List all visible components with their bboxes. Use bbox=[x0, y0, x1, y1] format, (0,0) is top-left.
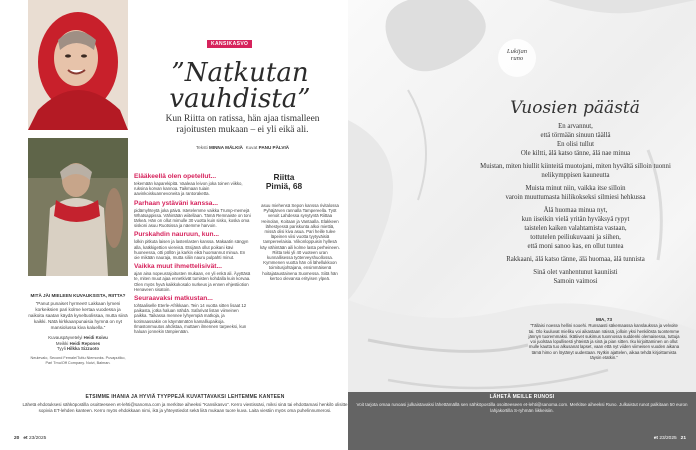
credit-2-label: Meikki bbox=[55, 340, 69, 346]
quote-heading: MITÄ JÄI MIELEEN KUVAUKSISTA, RIITTA? bbox=[30, 293, 126, 298]
poem-line: että törmään sinuun täällä bbox=[540, 132, 611, 139]
portrait-photo-red-hood bbox=[28, 0, 128, 130]
folio-left bbox=[14, 436, 46, 441]
right-page bbox=[348, 0, 696, 450]
credit-2-name: Heidi Repones bbox=[69, 340, 101, 346]
portrait-photo-red-hood-illustration bbox=[28, 0, 128, 130]
page-number-right: 21 bbox=[680, 436, 686, 441]
issue-number-left: 23/2025 bbox=[28, 436, 47, 441]
poet-name: MIA, 73 bbox=[595, 317, 613, 322]
poem-call-heading: LÄHETÄ MEILLE RUNOSI bbox=[489, 394, 555, 400]
section-heading-3: Purskahdin nauruun, kun... bbox=[134, 231, 219, 239]
poem-line: varoin muuttumasta hiilikokseksi silmiesi hehkussa bbox=[505, 194, 646, 201]
byline-photo-label: Kuvat bbox=[245, 145, 258, 150]
poem-line: Sinä olet vanhentunut kauniisti bbox=[533, 269, 618, 276]
poet-note bbox=[528, 317, 680, 360]
section-text-3: lolkin pitkuta laisen ja lastenlasten kanssa. Makaatin sängyn alla, katkkigettion viereisä. Etsijänä ollut poikani kävi huoneessa, otti pöllön ja karkin eikä huomannut minua. En oie mikään nauraja, mutta siliin nauru pulpahti minut. bbox=[134, 239, 249, 261]
poem-line: Samoin vaimosi bbox=[553, 278, 598, 285]
badge-line-1: Lukijan bbox=[506, 48, 528, 55]
quote-box bbox=[28, 293, 128, 366]
magazine-logo-left: et bbox=[23, 436, 28, 441]
poem-line: En olisi tullut bbox=[556, 141, 594, 148]
poet-note-text: ”Tällaisi noessa hellini sooehi. Runsaasti säkemaassa kanslaukssa ja velvoite tai. Olo kuuluvat mieliku voi aikastaan näissä, jolloin yksi henkilösta tuontemme jännyn tuoremmaksi. Ikätiivet sukimus tuonnossa suddenki olemaisessa, tuttuja voi juolstaa lopullisesti yhteistä ja sinä ja pian sitten. Iku kirjoittaminen on ollut mulle kautta tuo alkusanat lapset, vaan että nyt viiden viimeisen vuoden aikana tämä himo on löytänyt uudestaan. Nytkin ajattelen, aikaa tehdä kirjoittamista täysin etatkin.” bbox=[528, 323, 680, 361]
poem-line: että moni sanoo kas, en ollut tuntea bbox=[527, 243, 624, 250]
poem-line: Muistan, miten hiullit kiinteitä muotojani, miten hyvältä silloin tuonni bbox=[480, 163, 671, 170]
poem-stanza bbox=[463, 184, 688, 202]
clothing-credits: Neulevalo, Second Female/Tuttu Niemonks. Puvaputiko, Parl Tmu/Off Company. Nuivi, Balman. bbox=[30, 356, 126, 366]
credit-3-label: Tyyli bbox=[56, 346, 66, 352]
poem-line: nelikymppisen kauneutta bbox=[541, 172, 610, 179]
issue-number-right: 23/2025 bbox=[659, 436, 677, 441]
section-heading-2: Parhaan ystäväni kanssa... bbox=[134, 199, 218, 207]
article-headline bbox=[140, 60, 340, 112]
poem-body bbox=[463, 122, 688, 290]
poem-stanza bbox=[463, 206, 688, 251]
headline-line-1: ”Natkutan bbox=[171, 58, 309, 88]
poem-stanza bbox=[463, 268, 688, 286]
article-column-2 bbox=[258, 173, 340, 281]
section-text-4: ajan aina nopeusrajoitusten mukaan, en yli enkä ali. Äyyttäsä te, miten muut ajaa ennetkivät tumisten kohdalla kuin korvaa. Olen myös hyvä kaikkokosalo nurkeus ja ennen ehjestiiotion Henaveen sisatoin. bbox=[134, 271, 251, 292]
page-number-left: 20 bbox=[14, 436, 20, 441]
folio-right bbox=[654, 436, 686, 441]
poem-title: Vuosien päästä bbox=[510, 98, 640, 118]
poem-line: Ole kiltti, älä katso tänne, älä nae minua bbox=[520, 150, 631, 157]
reader-poem-badge bbox=[498, 39, 536, 77]
article-deck: Kun Riitta on ratissa, hän ajaa tismalleen rajoitusten mukaan – ei yli eikä ali. bbox=[165, 114, 320, 135]
section-heading-4: Vaikka muut ihmettelisivät... bbox=[134, 263, 222, 271]
credit-1-name: Heidi Koivu bbox=[83, 334, 108, 340]
portrait-photo-outdoor bbox=[28, 138, 128, 276]
poem-stanza bbox=[463, 122, 688, 158]
poem-line: En arvannut, bbox=[558, 123, 593, 130]
poem-line: Muista minut niin, vaikka itse silloin bbox=[525, 185, 626, 192]
byline-text-label: Teksti bbox=[195, 145, 208, 150]
cover-call-heading: ETSIMME IHANIA JA HYVIÄ TYYPPEJÄ KUVATTAVAKSI LEHTEMME KANTEEN bbox=[85, 394, 285, 400]
cover-call-text: Lähetä ehdotuksesi sähköpostilla osoitteeseen et-lehti@sanoma.com ja merkitse aiheeksi ”Kansikasvo”. Kerro viestissäsi, miksi sinä tai ehdottamasi henkilö olisitte sopivia ET-lehden kanteen. Kerro myös ehdokkaan nimi, ikä ja yhteystiedot sekä liitä mukaan tuore kuva. Laita viestiin myös oma puhelinnumerosi. bbox=[22, 402, 348, 413]
subject-bio: asuu miehensä Sepon kanssa rivitalossa Pyhäjärven rannalla Tampereella. Työt venoit Lahdessa synytyntä Riittaa Heinolan, Koitaan ja Vantaalla. Elakkeen lähestyessä pariskunta alkoi miettiä, missä olisi kiva asua. Pari heille tulee läpeinen viisi vuotta tyytyväisiä tampereelaisia. Viikonloppuisin hyllesä käy vähintään aili kolme lasta perheineen. Riitta teki yli 40 vuoteen uran kunnallisessa työterveyshuollossa. Kymmenen vuotta hän oli lähellukkoon toimitusjohtajana, ensimmäisenä hoitajataustainena Suomessa. Siitä hän kertoo olevansa erityisen ylpeä. bbox=[260, 203, 340, 281]
byline bbox=[150, 145, 335, 150]
portrait-photo-outdoor-illustration bbox=[28, 138, 128, 276]
section-tag: KANSIKASVO bbox=[207, 40, 252, 48]
poem-line: taistelen kaiken valahtamista vastaan, bbox=[524, 225, 627, 232]
section-heading-1: Elääkeellä olen opetellut... bbox=[134, 173, 217, 180]
byline-photo-author: PANU PÄLVIÄ bbox=[258, 145, 290, 150]
subject-name-line-1: Riitta bbox=[273, 172, 295, 182]
section-text-2: pidämyhteytä joka päivä. Istetelemme vaikka Trump-memejä Whatsappissa. Vähintään wiitellaan. Tämä Remnaiste on toni tärkeä. Hän on ollut mimulle 30 vuotta kuin sisko, koska oma siskoni asuu Ruotsissa ja näemme harvoin. bbox=[134, 207, 251, 229]
byline-text-author: MINNA MÄLKIÄ bbox=[208, 145, 243, 150]
poem-line: Rakkaani, älä katso tänne, älä huomaa, älä tunnista bbox=[506, 256, 645, 263]
badge-line-2: runo bbox=[510, 55, 524, 63]
poem-line: kun iiseikin vielä yritän hyväksyä rypyt bbox=[521, 216, 630, 223]
quote-text: ”Panut punaiset hyrmeet! Lakkaan lymeni korkeiksien pari kolme kertaa vuodessa ja naikoita saatan käydä kyneltuolissaa, mutta siinä kaikki. Nätä kirkkaanpunaisia hymnä on nyt mansiolussa kiva kaluella.” bbox=[28, 300, 128, 330]
cover-call-band bbox=[22, 394, 348, 413]
section-text-1: tekemään kaparekipitä. Vaaleaa leivon joka toinen viikko, ruksina korvan kannoa. Taikmaan tuiain aavinkoiskuannevoneita ja rantoraketta. bbox=[134, 181, 243, 197]
subject-name-line-2: Pimiä, 68 bbox=[265, 181, 303, 191]
credit-1-label: Kuvauspäyvetelyi bbox=[48, 334, 83, 340]
subject-name bbox=[228, 173, 340, 191]
credit-3-name: Hilkka Sizzuoto bbox=[66, 346, 100, 352]
article-column-1 bbox=[134, 170, 252, 334]
poem-line: Älä huomaa minua nyt, bbox=[543, 207, 608, 214]
section-text-5: tohtaaliselle Eterle-Afrikkaan. Tein 14 vuotta sitten lisaat 12 paikasta, jotka haluan nähdä. Safarivat listan viimeinen paikka. Taikassa mennee lyhyempiä matkoja, ja kotimaassakin on käymämätön kamalliupaikoja. Ilmastonmuutos ahdistaa, muttaen ilmennen tarpeeksi, kun haluan jonnekin tämpienään. bbox=[134, 303, 247, 335]
headline-line-2: vauhdista” bbox=[169, 84, 311, 114]
poem-call-text: Voit tarjota omaa runoasi julkaistavaksi lähettämällä sen sähköpostilla osoitteeseen et-lehti@sanoma.com. Merkitse aiheeksi Runo. Julkaistut runot palkitaan 50 euron lahjakortilla S-ryhmän liikkeisiin. bbox=[356, 402, 688, 413]
credits bbox=[28, 335, 128, 353]
poem-stanza bbox=[463, 255, 688, 264]
magazine-logo-right: et bbox=[653, 436, 658, 441]
poem-line: tottutelen peiliukuvaani ja siihen, bbox=[530, 234, 621, 241]
poem-stanza bbox=[463, 162, 688, 180]
poem-call-band bbox=[348, 394, 696, 413]
section-heading-5: Seuraavaksi matkustan... bbox=[134, 295, 213, 303]
